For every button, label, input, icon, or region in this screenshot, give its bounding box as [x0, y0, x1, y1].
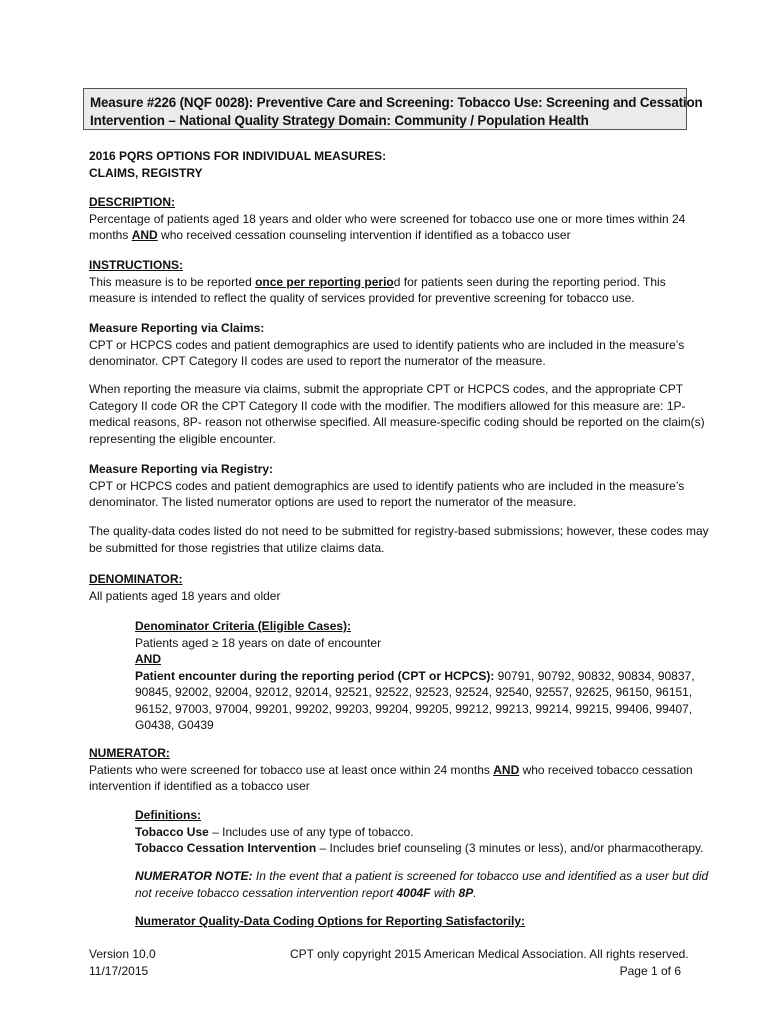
numerator-note-line-1: [135, 868, 709, 885]
encounter-codes-line-3: 96152, 97003, 97004, 99201, 99202, 99203, 99204, 99205, 99212, 99213, 99214, 99215, 99406, 99407,: [135, 701, 693, 716]
footer-date: 11/17/2015: [89, 963, 149, 978]
claims-section: [89, 320, 689, 370]
definitions-section: [135, 807, 704, 857]
denominator-section: [89, 571, 689, 604]
encounter-label: Patient encounter during the reporting period (CPT or HCPCS):: [135, 668, 495, 683]
options-line-2: CLAIMS, REGISTRY: [89, 165, 203, 180]
claims-paragraph-2: [89, 381, 705, 447]
instructions-heading: INSTRUCTIONS:: [89, 258, 183, 272]
footer-page-number: Page 1 of 6: [619, 963, 681, 978]
numerator-options-heading: Numerator Quality-Data Coding Options for Reporting Satisfactorily:: [135, 914, 526, 928]
claims-p2-line-2: Category II code OR the CPT Category II code with the modifier. The modifiers allowed for this measure are: 1P-: [89, 398, 686, 413]
denominator-criteria: [135, 618, 695, 734]
instructions-line-1: [89, 274, 689, 291]
instructions-section: [89, 257, 689, 307]
claims-p2-line-4: representing the eligible encounter.: [89, 431, 276, 446]
footer-version: Version 10.0: [89, 947, 156, 961]
claims-p2-line-1: When reporting the measure via claims, submit the appropriate CPT or HCPCS codes, and the appropriate CPT: [89, 382, 684, 396]
denominator-criteria-heading: Denominator Criteria (Eligible Cases):: [135, 619, 352, 633]
claims-heading: Measure Reporting via Claims:: [89, 321, 265, 335]
note-text: .: [473, 885, 477, 900]
description-line-1: Percentage of patients aged 18 years and older who were screened for tobacco use one or more times within 24: [89, 211, 686, 226]
encounter-codes-line-1: [135, 668, 695, 685]
instructions-text: d for patients seen during the reporting period. This: [393, 274, 666, 289]
registry-p2-line-1: The quality-data codes listed do not need to be submitted for registry-based submissions; however, these codes may: [89, 524, 709, 538]
description-heading: DESCRIPTION:: [89, 195, 176, 209]
note-label: NUMERATOR NOTE:: [135, 869, 253, 883]
note-code: 8P: [458, 885, 474, 900]
denominator-criteria-line-1: Patients aged ≥ 18 years on date of encounter: [135, 635, 382, 650]
options-line-1: 2016 PQRS OPTIONS FOR INDIVIDUAL MEASURES:: [89, 149, 387, 163]
numerator-note: [135, 868, 709, 901]
reporting-period-emphasis: once per reporting perio: [255, 274, 394, 289]
encounter-codes-line-4: G0438, G0439: [135, 718, 214, 732]
numerator-line-2: intervention if identified as a tobacco user: [89, 779, 310, 793]
denominator-line-1: All patients aged 18 years and older: [89, 588, 281, 603]
definition-tobacco-use: [135, 824, 695, 841]
registry-p1-line-2: denominator. The listed numerator options are used to report the numerator of the measure.: [89, 495, 577, 509]
encounter-codes: 90791, 90792, 90832, 90834, 90837,: [494, 668, 695, 683]
claims-p1-line-1: CPT or HCPCS codes and patient demographics are used to identify patients who are included in the measure’s: [89, 337, 685, 352]
instructions-text: This measure is to be reported: [89, 274, 256, 289]
numerator-heading: NUMERATOR:: [89, 746, 170, 760]
registry-heading: Measure Reporting via Registry:: [89, 462, 274, 476]
numerator-line-1: [89, 762, 693, 779]
numerator-note-line-2: [135, 885, 695, 902]
registry-p1-line-1: CPT or HCPCS codes and patient demographics are used to identify patients who are included in the measure’s: [89, 478, 685, 493]
measure-title-line-2: Intervention – National Quality Strategy Domain: Community / Population Health: [90, 113, 589, 128]
definition-term: Tobacco Use: [135, 824, 209, 839]
and-emphasis: AND: [131, 228, 158, 242]
description-line-2: [89, 227, 689, 244]
claims-p2-line-3: medical reasons, 8P- reason not otherwise specified. All measure-specific coding should be reported on the claim(s): [89, 415, 705, 429]
note-text: In the event that a patient is screened for tobacco use and identified as a user but did: [252, 869, 709, 883]
definition-text: – Includes use of any type of tobacco.: [208, 824, 414, 839]
and-emphasis: AND: [493, 762, 520, 777]
registry-section: [89, 461, 689, 511]
measure-title-box: [83, 88, 703, 130]
note-text: not receive tobacco cessation intervention report: [135, 885, 397, 900]
options-section: [89, 148, 689, 181]
measure-title-line-1: Measure #226 (NQF 0028): Preventive Care and Screening: Tobacco Use: Screening and Cessation: [90, 95, 703, 110]
footer-copyright-block: [290, 946, 689, 979]
footer-copyright: CPT only copyright 2015 American Medical Association. All rights reserved.: [290, 947, 689, 961]
denominator-heading: DENOMINATOR:: [89, 572, 183, 586]
claims-p1-line-2: denominator. CPT Category II codes are used to report the numerator of the measure.: [89, 354, 546, 368]
numerator-text: who received tobacco cessation: [519, 762, 693, 777]
definition-cessation: [135, 840, 704, 857]
description-text: months: [89, 228, 132, 242]
and-connector: AND: [135, 652, 161, 666]
note-code: 4004F: [396, 885, 431, 900]
definition-text: – Includes brief counseling (3 minutes or less), and/or pharmacotherapy.: [316, 841, 704, 855]
registry-paragraph-2: [89, 523, 709, 556]
numerator-text: Patients who were screened for tobacco use at least once within 24 months: [89, 762, 494, 777]
instructions-line-2: measure is intended to reflect the quality of services provided for preventive screening for tobacco use.: [89, 291, 635, 305]
description-section: [89, 194, 689, 244]
registry-p2-line-2: be submitted for those registries that utilize claims data.: [89, 540, 385, 555]
note-text: with: [430, 885, 459, 900]
definition-term: Tobacco Cessation Intervention: [135, 841, 317, 855]
definitions-heading: Definitions:: [135, 808, 201, 822]
numerator-options: [135, 913, 695, 930]
description-text: who received cessation counseling intervention if identified as a tobacco user: [157, 228, 571, 242]
numerator-section: [89, 745, 693, 795]
encounter-codes-line-2: 90845, 92002, 92004, 92012, 92014, 92521, 92522, 92523, 92524, 92540, 92557, 92625, 96150, 96151,: [135, 685, 693, 699]
footer-version-block: [89, 946, 289, 979]
